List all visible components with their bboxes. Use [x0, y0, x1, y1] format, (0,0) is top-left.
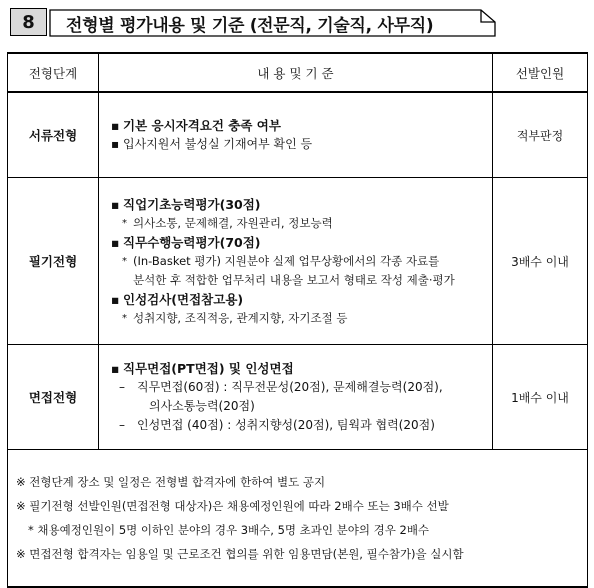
note-sub-item: * 채용예정인원이 5명 이하인 분야의 경우 3배수, 5명 초과인 분야의 경우 2배수	[28, 523, 430, 537]
item-text: 직무수행능력평가(70점)	[123, 234, 261, 250]
sub-item	[109, 214, 484, 233]
result-cell: 1배수 이내	[493, 345, 588, 450]
table-row	[8, 178, 588, 345]
content-cell	[99, 345, 493, 450]
dash-icon: –	[119, 418, 125, 432]
sub-item	[109, 309, 484, 328]
list-item	[109, 359, 484, 378]
result-cell: 3배수 이내	[493, 178, 588, 345]
bullet-icon: ▪	[111, 137, 120, 151]
asterisk-icon: *	[122, 255, 127, 267]
stage-cell: 필기전형	[8, 178, 99, 345]
stage-cell: 면접전형	[8, 345, 99, 450]
item-text: 직무면접(PT면접) 및 인성면접	[123, 361, 294, 376]
section-title: 전형별 평가내용 및 기준 (전문직, 기술직, 사무직)	[66, 16, 434, 36]
bullet-icon: ▪	[111, 118, 120, 133]
item-text: 기본 응시자격요건 충족 여부	[123, 118, 281, 133]
dash-text: 직무면접(60점) : 직무전문성(20점), 문제해결능력(20점),	[137, 380, 443, 394]
dash-item	[109, 378, 484, 397]
table-header-row	[8, 53, 588, 92]
dash-item-continuation: 의사소통능력(20점)	[149, 399, 255, 413]
dash-icon: –	[119, 380, 125, 394]
section-number: 8	[10, 8, 47, 36]
content-cell	[99, 178, 493, 345]
sub-text: 의사소통, 문제해결, 자원관리, 정보능력	[133, 215, 333, 230]
sub-item	[109, 252, 484, 271]
note-item: ※ 전형단계 장소 및 일정은 전형별 합격자에 한하여 별도 공지	[16, 475, 326, 489]
bullet-icon: ▪	[111, 234, 120, 250]
column-header-content: 내 용 및 기 준	[99, 53, 493, 92]
sub-item-continuation: 분석한 후 적합한 업무처리 내용을 보고서 형태로 작성 제출·평가	[133, 272, 455, 287]
list-item	[109, 135, 484, 154]
list-item	[109, 116, 484, 135]
dash-text: 인성면접 (40점) : 성취지향성(20점), 팀웍과 협력(20점)	[137, 418, 435, 432]
note-item: ※ 필기전형 선발인원(면접전형 대상자)은 채용예정인원에 따라 2배수 또는 3배수 선발	[16, 499, 449, 513]
table-row	[8, 345, 588, 450]
notes-row	[8, 450, 588, 588]
asterisk-icon: *	[122, 217, 127, 229]
stage-cell: 서류전형	[8, 92, 99, 178]
dash-item	[109, 416, 484, 435]
bullet-icon: ▪	[111, 196, 120, 212]
note-item: ※ 면접전형 합격자는 임용일 및 근로조건 협의를 위한 임용면담(본원, 필수참가)을 실시함	[16, 547, 464, 561]
item-text: 인성검사(면접참고용)	[123, 291, 244, 307]
list-item	[109, 195, 484, 214]
content-cell	[99, 92, 493, 178]
column-header-stage: 전형단계	[8, 53, 99, 92]
list-item	[109, 290, 484, 309]
asterisk-icon: *	[122, 312, 127, 324]
table-row	[8, 92, 588, 178]
section-header	[10, 8, 488, 38]
column-header-result: 선발인원	[493, 53, 588, 92]
evaluation-table	[7, 52, 588, 588]
sub-text: 성취지향, 조직적응, 관계지향, 자기조절 등	[133, 310, 348, 325]
result-cell: 적부판정	[493, 92, 588, 178]
item-text: 직업기초능력평가(30점)	[123, 196, 261, 212]
list-item	[109, 233, 484, 252]
bullet-icon: ▪	[111, 291, 120, 307]
item-text: 입사지원서 불성실 기재여부 확인 등	[123, 137, 313, 151]
notes-cell	[8, 450, 588, 588]
bullet-icon: ▪	[111, 361, 120, 376]
sub-text: (In-Basket 평가) 지원분야 실제 업무상황에서의 각종 자료를	[133, 253, 440, 268]
